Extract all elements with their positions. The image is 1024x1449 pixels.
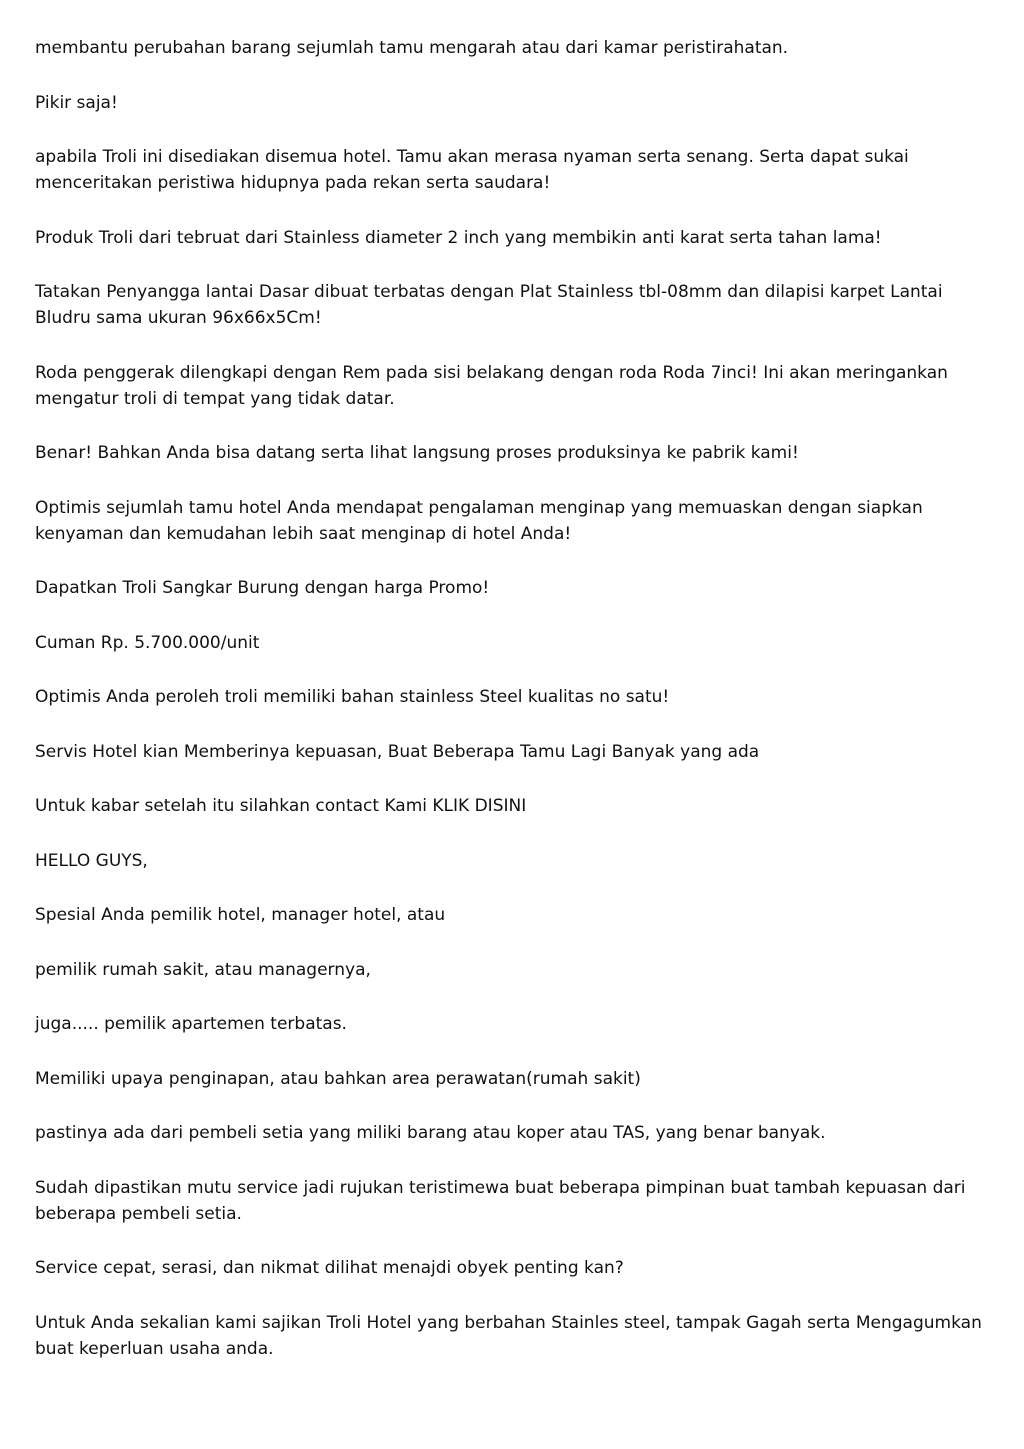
paragraph: Memiliki upaya penginapan, atau bahkan area perawatan(rumah sakit): [35, 1068, 641, 1089]
promo-heading: Dapatkan Troli Sangkar Burung dengan harga Promo!: [35, 578, 490, 598]
paragraph: Produk Troli dari tebruat dari Stainless diameter 2 inch yang membikin anti karat serta tahan lama!: [35, 227, 882, 248]
paragraph: Untuk Anda sekalian kami sajikan Troli Hotel yang berbahan Stainles steel, tampak Gagah serta Mengagumkan buat keperluan usaha anda.: [35, 1312, 982, 1359]
greeting: HELLO GUYS,: [35, 850, 148, 871]
paragraph: Optimis sejumlah tamu hotel Anda mendapat pengalaman menginap yang memuaskan dengan siapkan kenyaman dan kemudahan lebih saat menginap di hotel Anda!: [35, 497, 923, 544]
contact-paragraph: Untuk kabar setelah itu silahkan contact Kami KLIK DISINI: [35, 796, 527, 816]
paragraph: Service cepat, serasi, dan nikmat dilihat menajdi obyek penting kan?: [35, 1258, 624, 1278]
document-body: [35, 35, 990, 1390]
paragraph: Benar! Bahkan Anda bisa datang serta lihat langsung proses produksinya ke pabrik kami!: [35, 443, 799, 463]
paragraph: Tatakan Penyangga lantai Dasar dibuat terbatas dengan Plat Stainless tbl-08mm dan dilapisi karpet Lantai Bludru sama ukuran 96x66x5Cm!: [35, 282, 943, 328]
paragraph: juga..... pemilik apartemen terbatas.: [35, 1014, 347, 1034]
paragraph: apabila Troli ini disediakan disemua hotel. Tamu akan merasa nyaman serta senang. Serta dapat sukai menceritakan peristiwa hidupnya pada rekan serta saudara!: [35, 147, 909, 193]
paragraph: Servis Hotel kian Memberinya kepuasan, Buat Beberapa Tamu Lagi Banyak yang ada: [35, 741, 760, 762]
paragraph: pastinya ada dari pembeli setia yang miliki barang atau koper atau TAS, yang benar banyak.: [35, 1123, 826, 1143]
paragraph: Pikir saja!: [35, 92, 118, 113]
paragraph: membantu perubahan barang sejumlah tamu mengarah atau dari kamar peristirahatan.: [35, 38, 789, 58]
price-text: Cuman Rp. 5.700.000/unit: [35, 632, 260, 653]
paragraph: Spesial Anda pemilik hotel, manager hotel, atau: [35, 905, 446, 925]
paragraph: Sudah dipastikan mutu service jadi rujukan teristimewa buat beberapa pimpinan buat tambah kepuasan dari beberapa pembeli setia.: [35, 1177, 966, 1224]
paragraph: pemilik rumah sakit, atau managernya,: [35, 959, 371, 980]
paragraph: Roda penggerak dilengkapi dengan Rem pada sisi belakang dengan roda Roda 7inci! Ini akan meringankan mengatur troli di tempat yang tidak datar.: [35, 362, 948, 409]
paragraph: Optimis Anda peroleh troli memiliki bahan stainless Steel kualitas no satu!: [35, 687, 670, 707]
